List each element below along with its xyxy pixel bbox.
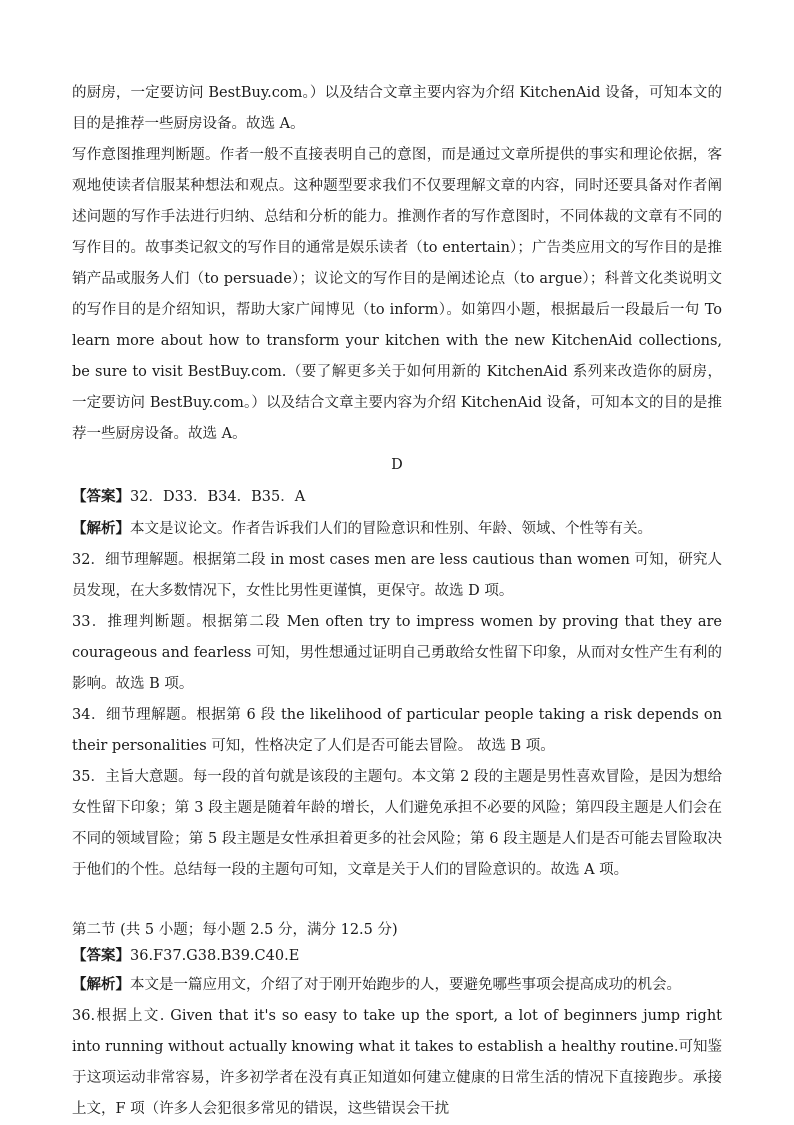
question-32-explanation: 32．细节理解题。根据第二段 in most cases men are less cautious than women 可知，研究人员发现，在大多数情况下，女性比男性更谨慎，更保守。故选 D 项。 (72, 552, 722, 599)
answer-d (72, 481, 722, 513)
section-2-heading: 第二节 (共 5 小题；每小题 2.5 分，满分 12.5 分) (72, 922, 398, 938)
section-heading-d: D (391, 457, 403, 473)
question-36-explanation: 36.根据上文. Given that it's so easy to take up the sport, a lot of beginners jump right into running without actually knowing what it takes to establish a healthy routine.可知鉴于这项运动非常容易，许多初学者在没有真正知道如何建立健康的日常生活的情况下直接跑步。承接上文，F 项（许多人会犯很多常见的错误，这些错误会干扰 (72, 1008, 722, 1117)
analysis-label: 【解析】 (72, 976, 130, 993)
analysis-label: 【解析】 (72, 520, 130, 537)
answer-label: 【答案】 (72, 488, 130, 505)
spacer (72, 886, 722, 917)
question-35-explanation: 35．主旨大意题。每一段的首句就是该段的主题句。本文第 2 段的主题是男性喜欢冒险，是因为想给女性留下印象；第 3 段主题是随着年龄的增长，人们避免承担不必要的风险；第四段主题是人们会在不同的领域冒险；第 5 段主题是女性承担着更多的社会风险；第 6 段主题是人们是否可能去冒险取决于他们的个性。总结每一段的主题句可知，文章是关于人们的冒险意识的。故选 A 项。 (72, 769, 722, 878)
analysis-section-2 (72, 969, 722, 1001)
answer-label: 【答案】 (72, 947, 130, 964)
paragraph-2: 写作意图推理判断题。作者一般不直接表明自己的意图，而是通过文章所提供的事实和理论依据，客观地使读者信服某种想法和观点。这种题型要求我们不仅要理解文章的内容，同时还要具备对作者阐述问题的写作手法进行归纳、总结和分析的能力。推测作者的写作意图时，不同体裁的文章有不同的写作目的。故事类记叙文的写作目的通常是娱乐读者（to entertain）；广告类应用文的写作目的是推销产品或服务人们（to persuade）；议论文的写作目的是阐述论点（to argue）；科普文化类说明文的写作目的是介绍知识，帮助大家广闻博见（to inform）。如第四小题，根据最后一段最后一句 To learn more about how to transform your kitchen with the new KitchenAid collections, be sure to visit BestBuy.com.（要了解更多关于如何用新的 KitchenAid 系列来改造你的厨房，一定要访问 BestBuy.com。）以及结合文章主要内容为介绍 KitchenAid 设备，可知本文的目的是推荐一些厨房设备。故选 A。 (72, 147, 722, 442)
document-page (72, 78, 722, 1125)
question-34-explanation: 34．细节理解题。根据第 6 段 the likelihood of particular people taking a risk depends on their personalities 可知，性格决定了人们是否可能去冒险。 故选 B 项。 (72, 707, 722, 754)
analysis-d (72, 513, 722, 545)
analysis-text: 本文是议论文。作者告诉我们人们的冒险意识和性别、年龄、领域、个性等有关。 (130, 521, 652, 537)
answer-text: 36.F37.G38.B39.C40.E (130, 948, 300, 964)
answer-section-2 (72, 943, 722, 969)
answer-text: 32．D33．B34．B35．A (130, 489, 306, 505)
paragraph-1: 的厨房，一定要访问 BestBuy.com。）以及结合文章主要内容为介绍 KitchenAid 设备，可知本文的目的是推荐一些厨房设备。故选 A。 (72, 85, 722, 132)
analysis-text: 本文是一篇应用文，介绍了对于刚开始跑步的人，要避免哪些事项会提高成功的机会。 (130, 977, 681, 993)
question-33-explanation: 33．推理判断题。根据第二段 Men often try to impress women by proving that they are courageous and fearless 可知，男性想通过证明自己勇敢给女性留下印象，从而对女性产生有利的影响。故选 B 项。 (72, 614, 722, 692)
